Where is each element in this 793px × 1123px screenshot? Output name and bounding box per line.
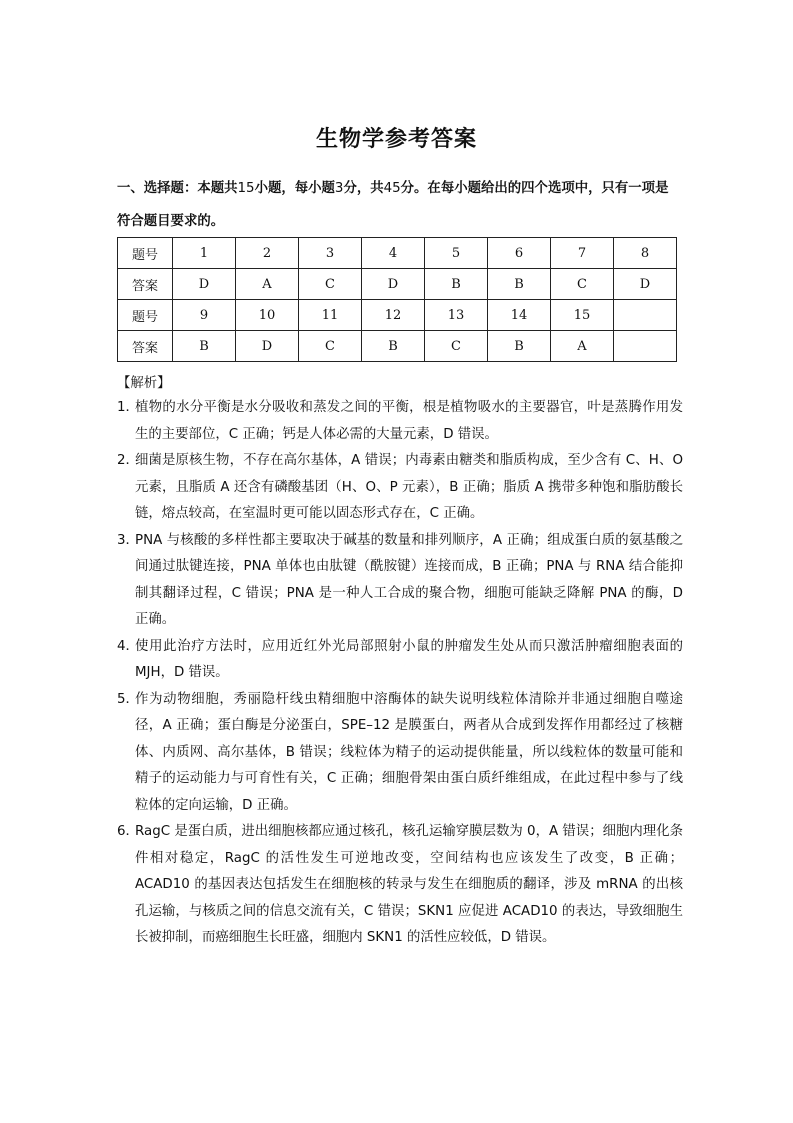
section-intro-part-2: 小题，每小题 (254, 181, 335, 196)
table-row-question-numbers-2 (118, 300, 677, 331)
table-row-answers-2 (118, 331, 677, 362)
question-number-cell: 6 (488, 238, 551, 269)
section-total-score: 45 (383, 181, 401, 196)
answer-cell-empty (614, 331, 677, 362)
question-number-cell: 14 (488, 300, 551, 331)
section-question-count: 15 (237, 181, 255, 196)
question-number-cell: 15 (551, 300, 614, 331)
table-row-answers-1 (118, 269, 677, 300)
section-intro-part-1: 一、选择题：本题共 (117, 181, 238, 196)
question-number-cell: 2 (236, 238, 299, 269)
answer-cell: D (173, 269, 236, 300)
item-number: 5． (117, 691, 139, 707)
item-text: 植物的水分平衡是水分吸收和蒸发之间的平衡，根是植物吸水的主要器官，叶是蒸腾作用发生的主要部位，C 正确；钙是人体必需的大量元素，D 错误。 (135, 400, 683, 442)
answer-cell: C (299, 331, 362, 362)
answer-cell: B (488, 269, 551, 300)
item-number: 2． (117, 453, 139, 468)
question-number-cell: 8 (614, 238, 677, 269)
question-number-cell: 7 (551, 238, 614, 269)
item-text: 作为动物细胞，秀丽隐杆线虫精细胞中溶酶体的缺失说明线粒体清除并非通过细胞自噬途径，A 正确；蛋白酶是分泌蛋白，SPE–12 是膜蛋白，两者从合成到发挥作用都经过了核糖体、内质网、高尔基体，B 错误；线粒体为精子的运动提供能量，所以线粒体的数量可能和精子的运动能力与可育性有关，C 正确；细胞骨架由蛋白质纤维组成，在此过程中参与了线粒体的定向运输，D 正确。 (135, 691, 683, 813)
answer-cell: B (362, 331, 425, 362)
answer-cell: A (551, 331, 614, 362)
item-text: 使用此治疗方法时，应用近红外光局部照射小鼠的肿瘤发生处从而只激活肿瘤细胞表面的 MJH，D 错误。 (135, 638, 683, 680)
page-title: 生物学参考答案 (315, 127, 477, 152)
question-number-cell: 12 (362, 300, 425, 331)
list-item (117, 687, 683, 820)
question-number-cell: 5 (425, 238, 488, 269)
row-label-answer: 答案 (118, 269, 173, 300)
item-text: RagC 是蛋白质，进出细胞核都应通过核孔，核孔运输穿膜层数为 0，A 错误；细胞内理化条件相对稳定，RagC 的活性发生可逆地改变，空间结构也应该发生了改变，B 正确；ACAD10 的基因表达包括发生在细胞核的转录与发生在细胞质的翻译，涉及 mRNA 的出核孔运输，与核质之间的信息交流有关，C 错误；SKN1 应促进 ACAD10 的表达，导致细胞生长被抑制，而癌细胞生长旺盛，细胞内 SKN1 的活性应较低，D 错误。 (135, 824, 683, 945)
question-number-cell: 4 (362, 238, 425, 269)
question-number-cell: 1 (173, 238, 236, 269)
row-label-question: 题号 (118, 300, 173, 331)
row-label-question: 题号 (118, 238, 173, 269)
answer-cell: C (425, 331, 488, 362)
row-label-answer: 答案 (118, 331, 173, 362)
item-text: 细菌是原核生物，不存在高尔基体，A 错误；内毒素由糖类和脂质构成，至少含有 C、H、O 元素，且脂质 A 还含有磷酸基团（H、O、P 元素），B 正确；脂质 A 携带多种饱和脂肪酸长链，熔点较高，在室温时更可能以固态形式存在，C 正确。 (135, 453, 683, 521)
question-number-cell: 10 (236, 300, 299, 331)
answer-cell: D (236, 331, 299, 362)
list-item (117, 528, 683, 634)
answer-cell: D (362, 269, 425, 300)
item-number: 1． (117, 400, 139, 415)
answer-cell: D (614, 269, 677, 300)
section-instructions (117, 172, 681, 238)
question-number-cell: 9 (173, 300, 236, 331)
item-number: 6． (117, 824, 139, 839)
answer-cell: A (236, 269, 299, 300)
item-text: PNA 与核酸的多样性都主要取决于碱基的数量和排列顺序，A 正确；组成蛋白质的氨基酸之间通过肽键连接，PNA 单体也由肽键（酰胺键）连接而成，B 正确；PNA 与 RNA 结合能抑制其翻译过程，C 错误；PNA 是一种人工合成的聚合物，细胞可能缺乏降解 PNA 的酶，D 正确。 (135, 532, 683, 627)
section-intro-part-4: 分。在每小题给出的四个选项中，只有一项是符合题目要求的。 (117, 181, 669, 229)
answer-table (117, 237, 677, 362)
item-number: 4． (117, 638, 139, 654)
section-score-per-question: 3 (334, 181, 344, 196)
explanation-list (117, 395, 683, 952)
question-number-cell: 13 (425, 300, 488, 331)
answer-cell: B (425, 269, 488, 300)
answer-cell: C (551, 269, 614, 300)
question-number-cell: 11 (299, 300, 362, 331)
answer-cell: B (488, 331, 551, 362)
section-intro-part-3: 分，共 (343, 181, 384, 196)
question-number-cell: 3 (299, 238, 362, 269)
answer-cell: C (299, 269, 362, 300)
table-row-question-numbers-1 (118, 238, 677, 269)
item-number: 3． (117, 532, 139, 548)
list-item (117, 819, 683, 952)
list-item (117, 448, 683, 528)
answer-cell: B (173, 331, 236, 362)
analysis-heading: 【解析】 (117, 376, 171, 391)
list-item (117, 634, 683, 687)
question-number-cell-empty (614, 300, 677, 331)
list-item (117, 395, 683, 448)
